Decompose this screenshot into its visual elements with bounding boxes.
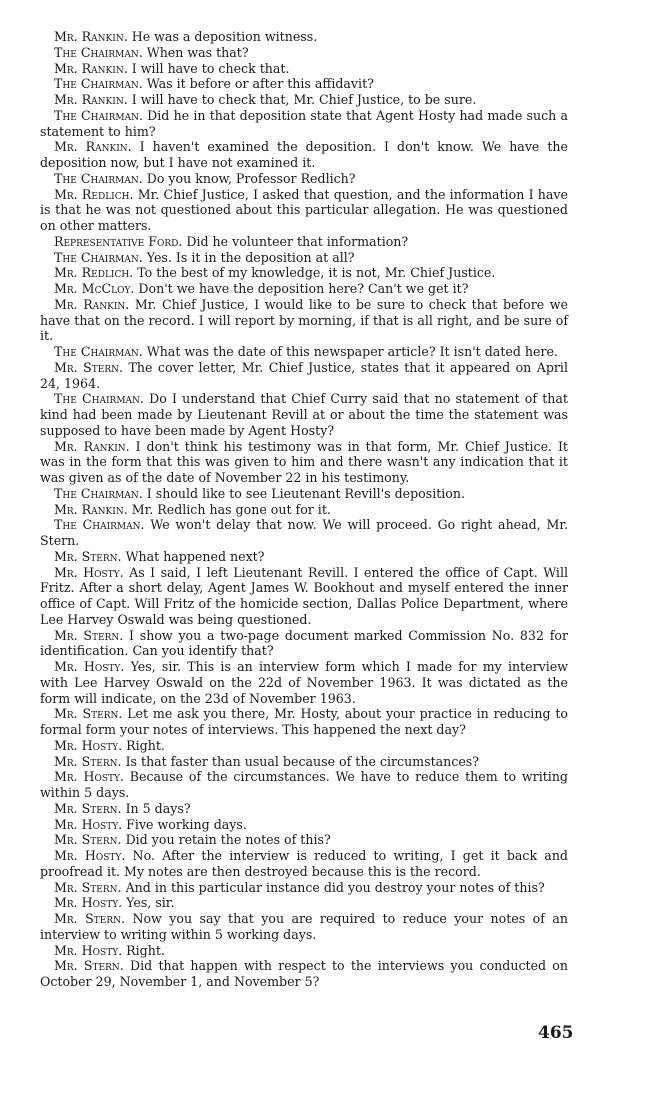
transcript-paragraph xyxy=(40,801,568,817)
speaker-name: Mr. Redlich. xyxy=(54,186,134,202)
speech-text: Do you know, Professor Redlich? xyxy=(146,170,356,186)
speech-text: I will have to check that. xyxy=(131,60,290,76)
speech-text: In 5 days? xyxy=(125,800,191,816)
speech-text: Because of the circumstances. We have to reduce them to writing within 5 days. xyxy=(40,769,568,800)
speaker-name: Mr. Stern. xyxy=(54,753,122,769)
speech-text: Yes. Is it in the deposition at all? xyxy=(146,249,355,265)
speaker-name: Representative Ford. xyxy=(54,233,183,249)
speaker-name: The Chairman. xyxy=(54,44,143,60)
transcript-paragraph xyxy=(40,297,568,344)
speaker-name: Mr. Hosty. xyxy=(54,848,126,863)
speech-text: I should like to see Lieutenant Revill's deposition. xyxy=(146,485,466,501)
speech-text: Five working days. xyxy=(126,816,247,832)
speech-text: I haven't examined the deposition. I don't know. We have the deposition now, but I have not examined it. xyxy=(40,139,568,170)
transcript-paragraph xyxy=(40,250,568,266)
speaker-name: Mr. Stern. xyxy=(54,548,122,564)
transcript-paragraph xyxy=(40,738,568,754)
speech-text: Don't we have the deposition here? Can't we get it? xyxy=(138,281,469,296)
transcript-paragraph xyxy=(40,265,568,281)
speech-text: As I said, I left Lieutenant Revill. I entered the office of Capt. Will Fritz. After a short delay, Agent James W. Bookhout and myself entered the inner office of Capt. Will Fritz of the homicide section, Dallas Police Department, where Lee Harvey Oswald was being questioned. xyxy=(40,564,568,627)
transcript-paragraph xyxy=(40,92,568,108)
speaker-name: Mr. Redlich. xyxy=(54,265,134,281)
transcript-paragraph xyxy=(40,61,568,77)
transcript-paragraph xyxy=(40,281,568,297)
transcript-paragraph xyxy=(40,754,568,770)
speaker-name: The Chairman. xyxy=(54,76,143,92)
speaker-name: Mr. Hosty. xyxy=(54,659,125,674)
transcript-paragraph xyxy=(40,817,568,833)
speaker-name: Mr. Stern. xyxy=(54,359,123,375)
speaker-name: The Chairman. xyxy=(54,517,145,533)
transcript-paragraph xyxy=(40,895,568,911)
transcript-paragraph xyxy=(40,45,568,61)
speech-text: What happened next? xyxy=(125,548,265,564)
transcript-paragraph xyxy=(40,234,568,250)
transcript-paragraph xyxy=(40,344,568,360)
speaker-name: Mr. Stern. xyxy=(54,911,125,926)
speech-text: No. After the interview is reduced to writing, I get it back and proofread it. My notes are then destroyed because this is the record. xyxy=(40,848,568,879)
speech-text: Yes, sir. xyxy=(126,895,175,911)
speech-text: And in this particular instance did you destroy your notes of this? xyxy=(125,879,545,895)
transcript-paragraph xyxy=(40,171,568,187)
speech-text: We won't delay that now. We will proceed. Go right ahead, Mr. Stern. xyxy=(40,517,569,548)
speaker-name: Mr. Rankin. xyxy=(54,438,130,454)
transcript-paragraph xyxy=(40,391,568,438)
transcript-paragraph xyxy=(40,706,568,738)
transcript-paragraph xyxy=(40,565,568,628)
transcript-paragraph xyxy=(40,187,568,234)
speech-text: Did that happen with respect to the interviews you conducted on October 29, November 1, and November 5? xyxy=(40,958,568,989)
speaker-name: The Chairman. xyxy=(54,107,143,123)
speech-text: Mr. Chief Justice, I would like to be sure to check that before we have that on the record. I will report by morning, if that is all right, and be sure of it. xyxy=(40,296,568,344)
transcript-paragraph xyxy=(40,958,568,990)
transcript-paragraph xyxy=(40,360,568,392)
speaker-name: Mr. Hosty. xyxy=(54,769,124,785)
speech-text: Mr. Redlich has gone out for it. xyxy=(131,501,331,517)
speech-text: Right. xyxy=(126,942,165,958)
speaker-name: Mr. Hosty. xyxy=(54,895,123,911)
speech-text: Now you say that you are required to reduce your notes of an interview to writing within 5 working days. xyxy=(40,911,568,942)
speech-text: When was that? xyxy=(146,44,249,60)
speaker-name: The Chairman. xyxy=(54,485,143,501)
speech-text: Yes, sir. This is an interview form which I made for my interview with Lee Harvey Oswald on the 22d of November 1963. It was dictated as the form will indicate, on the 23d of November 1963. xyxy=(40,659,568,706)
speaker-name: Mr. Stern. xyxy=(54,958,124,974)
speech-text: I don't think his testimony was in that form, Mr. Chief Justice. It was in the form that this was given to him and there wasn't any indication that it was given as of the date of November 22 in his testimony. xyxy=(40,438,568,485)
transcript-paragraph xyxy=(40,943,568,959)
speaker-name: The Chairman. xyxy=(54,170,143,186)
speaker-name: Mr. Rankin. xyxy=(54,92,128,107)
speech-text: He was a deposition witness. xyxy=(131,29,318,44)
speaker-name: Mr. Rankin. xyxy=(54,296,130,312)
speech-text: I show you a two-page document marked Commission No. 832 for identification. Can you identify that? xyxy=(40,627,568,659)
transcript-paragraph xyxy=(40,139,568,171)
speaker-name: Mr. Hosty. xyxy=(54,816,123,832)
speaker-name: Mr. Rankin. xyxy=(54,501,128,517)
speaker-name: Mr. Rankin. xyxy=(54,60,128,76)
transcript-paragraph xyxy=(40,880,568,896)
speech-text: Did he volunteer that information? xyxy=(186,233,409,249)
transcript-paragraph xyxy=(40,628,568,660)
transcript-paragraph xyxy=(40,29,568,45)
speech-text: Was it before or after this affidavit? xyxy=(146,76,374,92)
speech-text: Mr. Chief Justice, I asked that question, and the information I have is that he was not questioned about this particular allegation. He was questioned on other matters. xyxy=(40,186,568,233)
speaker-name: Mr. Stern. xyxy=(54,627,124,643)
speech-text: Right. xyxy=(126,737,165,753)
transcript-paragraph xyxy=(40,439,568,486)
speaker-name: The Chairman. xyxy=(54,249,143,265)
transcript-paragraph xyxy=(40,659,568,706)
speaker-name: The Chairman. xyxy=(54,344,143,359)
speech-text: The cover letter, Mr. Chief Justice, states that it appeared on April 24, 1964. xyxy=(40,359,568,391)
speech-text: Did you retain the notes of this? xyxy=(125,832,331,848)
speaker-name: Mr. Stern. xyxy=(54,706,123,722)
transcript-paragraph xyxy=(40,502,568,518)
speaker-name: Mr. Stern. xyxy=(54,800,122,816)
speaker-name: Mr. Stern. xyxy=(54,832,122,848)
transcript-paragraph xyxy=(40,76,568,92)
transcript-paragraph xyxy=(40,848,568,880)
speaker-name: Mr. Stern. xyxy=(54,879,122,895)
transcript-body xyxy=(40,29,568,990)
speech-text: Let me ask you there, Mr. Hosty, about your practice in reducing to formal form your notes of interviews. This happened the next day? xyxy=(40,706,568,737)
transcript-paragraph xyxy=(40,769,568,801)
speaker-name: Mr. Rankin. xyxy=(54,139,132,155)
transcript-paragraph xyxy=(40,911,568,943)
speaker-name: The Chairman. xyxy=(54,391,144,407)
speaker-name: Mr. Hosty. xyxy=(54,737,123,753)
transcript-paragraph xyxy=(40,549,568,565)
speech-text: Did he in that deposition state that Agent Hosty had made such a statement to him? xyxy=(40,107,568,139)
transcript-paragraph xyxy=(40,832,568,848)
transcript-paragraph xyxy=(40,517,568,549)
speaker-name: Mr. McCloy. xyxy=(54,281,135,296)
speaker-name: Mr. Hosty. xyxy=(54,564,124,580)
speech-text: To the best of my knowledge, it is not, Mr. Chief Justice. xyxy=(137,265,496,281)
speech-text: Do I understand that Chief Curry said that no statement of that kind had been made by Lieutenant Revill at or about the time the statement was supposed to have been made by Agent Hosty? xyxy=(40,391,568,438)
speaker-name: Mr. Hosty. xyxy=(54,942,123,958)
speech-text: What was the date of this newspaper article? It isn't dated here. xyxy=(146,344,558,359)
transcript-paragraph xyxy=(40,108,568,140)
page-number: 465 xyxy=(538,1023,574,1043)
speaker-name: Mr. Rankin. xyxy=(54,29,128,44)
speech-text: I will have to check that, Mr. Chief Justice, to be sure. xyxy=(131,92,477,107)
transcript-paragraph xyxy=(40,486,568,502)
speech-text: Is that faster than usual because of the circumstances? xyxy=(125,753,479,769)
